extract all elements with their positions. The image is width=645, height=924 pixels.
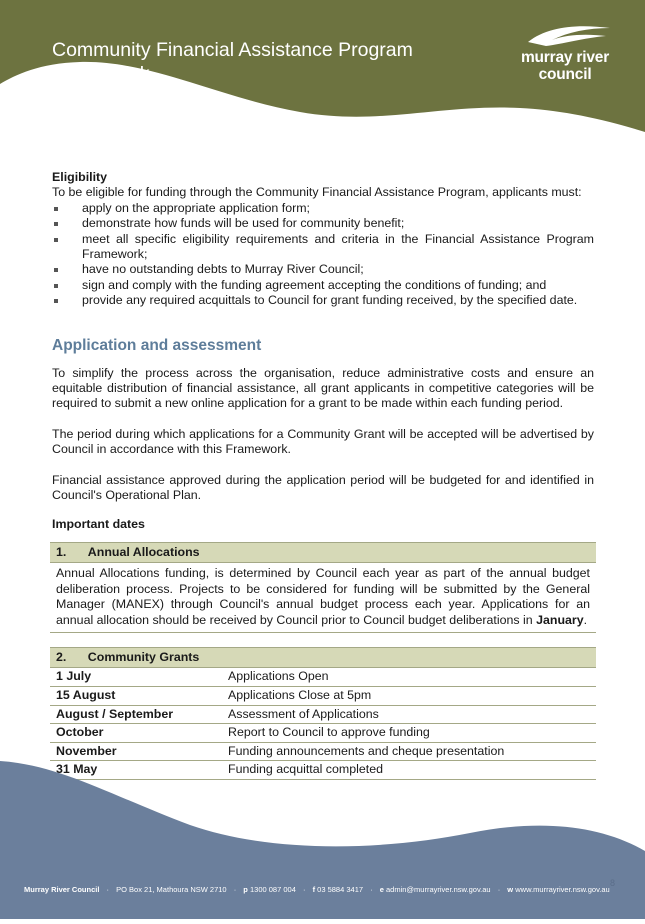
footer-address: PO Box 21, Mathoura NSW 2710 <box>116 885 227 894</box>
separator: · <box>233 885 237 894</box>
date-cell: November <box>50 742 222 761</box>
annual-allocations-table <box>50 542 596 633</box>
table-title: Community Grants <box>87 649 200 664</box>
event-cell: Funding acquittal completed <box>222 761 596 780</box>
separator: · <box>302 885 306 894</box>
table-row <box>50 724 596 743</box>
eligibility-section <box>52 170 594 309</box>
event-cell: Assessment of Applications <box>222 705 596 724</box>
email-label: e <box>379 885 384 894</box>
page-number: 8 <box>610 878 616 888</box>
event-cell: Funding announcements and cheque presentation <box>222 742 596 761</box>
phone-label: p <box>243 885 248 894</box>
list-item: apply on the appropriate application form; <box>52 201 594 216</box>
table-row <box>50 563 596 633</box>
river-swoosh-logo-icon <box>518 22 618 48</box>
title-line-2: Framework <box>52 63 150 85</box>
council-logo <box>510 49 620 83</box>
table-title: Annual Allocations <box>87 544 200 559</box>
table-row <box>50 668 596 687</box>
table-header-cell <box>50 542 596 562</box>
list-item: provide any required acquittals to Council for grant funding received, by the specified date. <box>52 293 594 308</box>
table-body-cell <box>50 563 596 633</box>
date-cell: 31 May <box>50 761 222 780</box>
table-row <box>50 705 596 724</box>
event-cell: Applications Open <box>222 668 596 687</box>
main-content <box>52 170 594 780</box>
application-para-2: The period during which applications for a Community Grant will be accepted will be advertised by Council in accordance with this Framework. <box>52 426 594 457</box>
date-cell: August / September <box>50 705 222 724</box>
title-line-1: Community Financial Assistance Program <box>52 39 413 61</box>
footer-org: Murray River Council <box>24 885 100 894</box>
separator: · <box>497 885 501 894</box>
document-title <box>52 38 472 86</box>
application-heading: Application and assessment <box>52 336 262 354</box>
footer-web: www.murrayriver.nsw.gov.au <box>515 885 610 894</box>
allocation-text: Annual Allocations funding, is determined by Council each year as part of the annual budget deliberation process. Projects to be considered for funding will be submitted by the General Manager (MANEX) through Council's annual budget process each year. Applications for an annual allocation should be received by Council prior to Council budget deliberations in <box>56 566 590 627</box>
allocation-text-end: . <box>583 612 588 627</box>
list-item: meet all specific eligibility requirements and criteria in the Financial Assistance Program Framework; <box>52 232 594 263</box>
date-cell: 15 August <box>50 686 222 705</box>
list-item: sign and comply with the funding agreement accepting the conditions of funding; and <box>52 278 594 293</box>
footer-contact <box>24 885 614 895</box>
date-cell: 1 July <box>50 668 222 687</box>
table-number: 2. <box>56 649 67 664</box>
list-item: demonstrate how funds will be used for community benefit; <box>52 216 594 231</box>
fax-label: f <box>312 885 316 894</box>
event-cell: Applications Close at 5pm <box>222 686 596 705</box>
table-header-row <box>50 542 596 562</box>
table-number: 1. <box>56 544 67 559</box>
date-cell: October <box>50 724 222 743</box>
web-label: w <box>507 885 514 894</box>
logo-line-1: murray river <box>520 49 610 66</box>
application-para-3: Financial assistance approved during the application period will be budgeted for and identified in Council's Operational Plan. <box>52 472 594 503</box>
logo-line-2: council <box>538 66 592 83</box>
list-item: have no outstanding debts to Murray River Council; <box>52 262 594 277</box>
header-band <box>0 0 645 140</box>
footer-fax: 03 5884 3417 <box>317 885 364 894</box>
separator: · <box>370 885 373 894</box>
eligibility-intro: To be eligible for funding through the Community Financial Assistance Program, applicants must: <box>52 185 582 200</box>
footer-email: admin@murrayriver.nsw.gov.au <box>386 885 491 894</box>
application-para-1: To simplify the process across the organisation, reduce administrative costs and ensure an equitable distribution of financial assistance, all grant applicants in competitive categories will be required to submit a new online application for a grant to be made within each funding period. <box>52 365 594 411</box>
event-cell: Report to Council to approve funding <box>222 724 596 743</box>
eligibility-list <box>52 201 594 309</box>
footer-phone: 1300 087 004 <box>249 885 296 894</box>
allocation-month: January <box>536 612 584 627</box>
table-header-row <box>50 647 596 667</box>
separator: · <box>106 885 110 894</box>
important-dates-heading: Important dates <box>52 516 145 531</box>
table-header-cell <box>50 647 596 667</box>
table-row <box>50 686 596 705</box>
eligibility-heading: Eligibility <box>52 170 108 184</box>
